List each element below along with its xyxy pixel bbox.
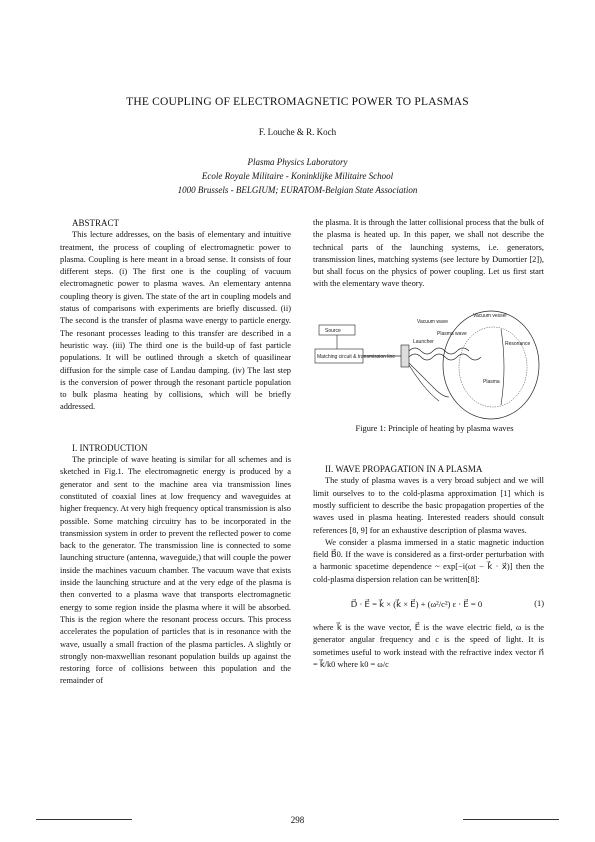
- affiliation: [0, 155, 595, 197]
- section2-heading: II. WAVE PROPAGATION IN A PLASMA: [325, 464, 483, 475]
- resonance-layer: [501, 329, 504, 405]
- wave-4: [409, 365, 439, 401]
- section2-paragraph-1: The study of plasma waves is a very broad subject and we will limit ourselves to to the cold-plasma approximation [1] which is mostly sufficient to describe the basic propagation properties of the waves used in plasma heating. Interested readers should consult references [8, 9] for an exhaustive description of plasma waves.: [313, 476, 544, 535]
- left-column: [60, 217, 291, 688]
- intro-text: The principle of wave heating is similar for all schemes and is sketched in Fig.1. The electromagnetic energy is produced by a generator and sent to the machine area via transmission lines constituted of coaxial lines at low frequency and waveguides at higher frequency. At very high frequency optical transmission is also possible. Some matching circuitry has to be incorporated in the transmission system in order to prevent the reflected power to come back to the generator. The transmission line is connected to some launching structure (antenna, waveguide,) that will couple the power inside the machines vacuum chamber. The vacuum wave that exists inside the launching structure and at the very edge of the plasma is then converted to a plasma wave that transports electromagnetic energy to some region inside the plasma where it will be absorbed. This is the region where the resonant process occurs. This process accelerates the population of particles that is in resonance with the wave, usually a small fraction of the plasma particles. A slightly or strongly non-maxwellian resonant population builds up against the restoring force of collisions between this population and the remainder of: [60, 455, 291, 686]
- launcher: [401, 345, 409, 367]
- resonance-label: Resonance: [505, 340, 531, 347]
- authors: F. Louche & R. Koch: [258, 127, 337, 137]
- intro-heading: I. INTRODUCTION: [72, 442, 148, 453]
- equation-number: (1): [534, 598, 544, 608]
- heating-principle-diagram: [313, 305, 544, 423]
- figure-caption: Figure 1: Principle of heating by plasma waves: [355, 423, 514, 433]
- vessel-label: Vacuum vessel: [473, 312, 507, 319]
- source-label: Source: [325, 327, 341, 334]
- plasma-wave-label: Plasma wave: [437, 330, 467, 337]
- section2-paragraph-3: where k⃗ is the wave vector, E⃗ is the wave electric field, ω is the generator angular frequency and c is the speed of light. It is sometimes useful to work instead with the refractive index vector n⃗ = k⃗/k0 where k0 = ω/c: [313, 623, 544, 669]
- matching-label: Matching circuit & transmission line: [317, 353, 396, 360]
- right-column: [313, 217, 544, 671]
- plasma-label: Plasma: [483, 378, 500, 385]
- equation-body: D⃗ · E⃗ = k⃗ × (k⃗ × E⃗) + (ω²/c²) ε · E⃗ = 0: [350, 598, 483, 609]
- wave-2: [409, 354, 481, 360]
- plasma-region: [459, 327, 527, 407]
- vacuum-vessel-outline: [443, 311, 539, 419]
- equation-1: [313, 592, 544, 616]
- section2-paragraph-2: We consider a plasma immersed in a static magnetic induction field B⃗0. If the wave is considered as a first-order perturbation with a harmonic spacetime dependence ~ exp[−i(ωt − k⃗ · x⃗)] then the cold-plasma dispersion relation can be written[8]:: [313, 537, 544, 584]
- page-number: 298: [290, 815, 305, 825]
- abstract-heading: ABSTRACT: [72, 218, 120, 228]
- launcher-label: Launcher: [413, 338, 434, 345]
- intro-continuation: the plasma. It is through the latter collisional process that the bulk of the plasma is heated up. In this paper, we shall not describe the technical parts of the launching systems, i.e. generators, transmission lines, matching systems (see lecture by Dumortier [2]), but shall focus on the physics of power coupling. Let us first start with the elementary wave theory.: [313, 218, 544, 289]
- abstract-text: This lecture addresses, on the basis of elementary and intuitive treatment, the process of coupling of electromagnetic power to plasma. Coupling is here meant in a broad sense. It consists of four different steps. (i) The first one is the coupling of vacuum electromagnetic power to plasma waves. An elementary antenna coupling theory is given. The state of the art in coupling models and status of comparisons with experiments are briefly discussed. (ii) The second is the transfer of plasma wave energy to particle energy. The resonant processes leading to this transfer are described in a heuristic way. (iii) The third one is the build-up of fast particle populations. It will be outlined through a sketch of quasilinear diffusion for the simple case of Landau damping. (iv) The last step is the conversion of power through the resonant particle population to bulk plasma heating by collisions, which will be briefly addressed.: [60, 230, 291, 412]
- paper-title: THE COUPLING OF ELECTROMAGNETIC POWER TO PLASMAS: [126, 96, 469, 108]
- wave-1: [409, 348, 469, 354]
- figure-1: [313, 305, 544, 423]
- vacuum-wave-label: Vacuum wave: [417, 318, 449, 325]
- affiliation-line: Plasma Physics Laboratory: [247, 157, 348, 167]
- affiliation-line: 1000 Brussels - BELGIUM; EURATOM-Belgian State Association: [177, 185, 418, 195]
- affiliation-line: Ecole Royale Militaire - Koninklijke Militaire School: [201, 171, 394, 181]
